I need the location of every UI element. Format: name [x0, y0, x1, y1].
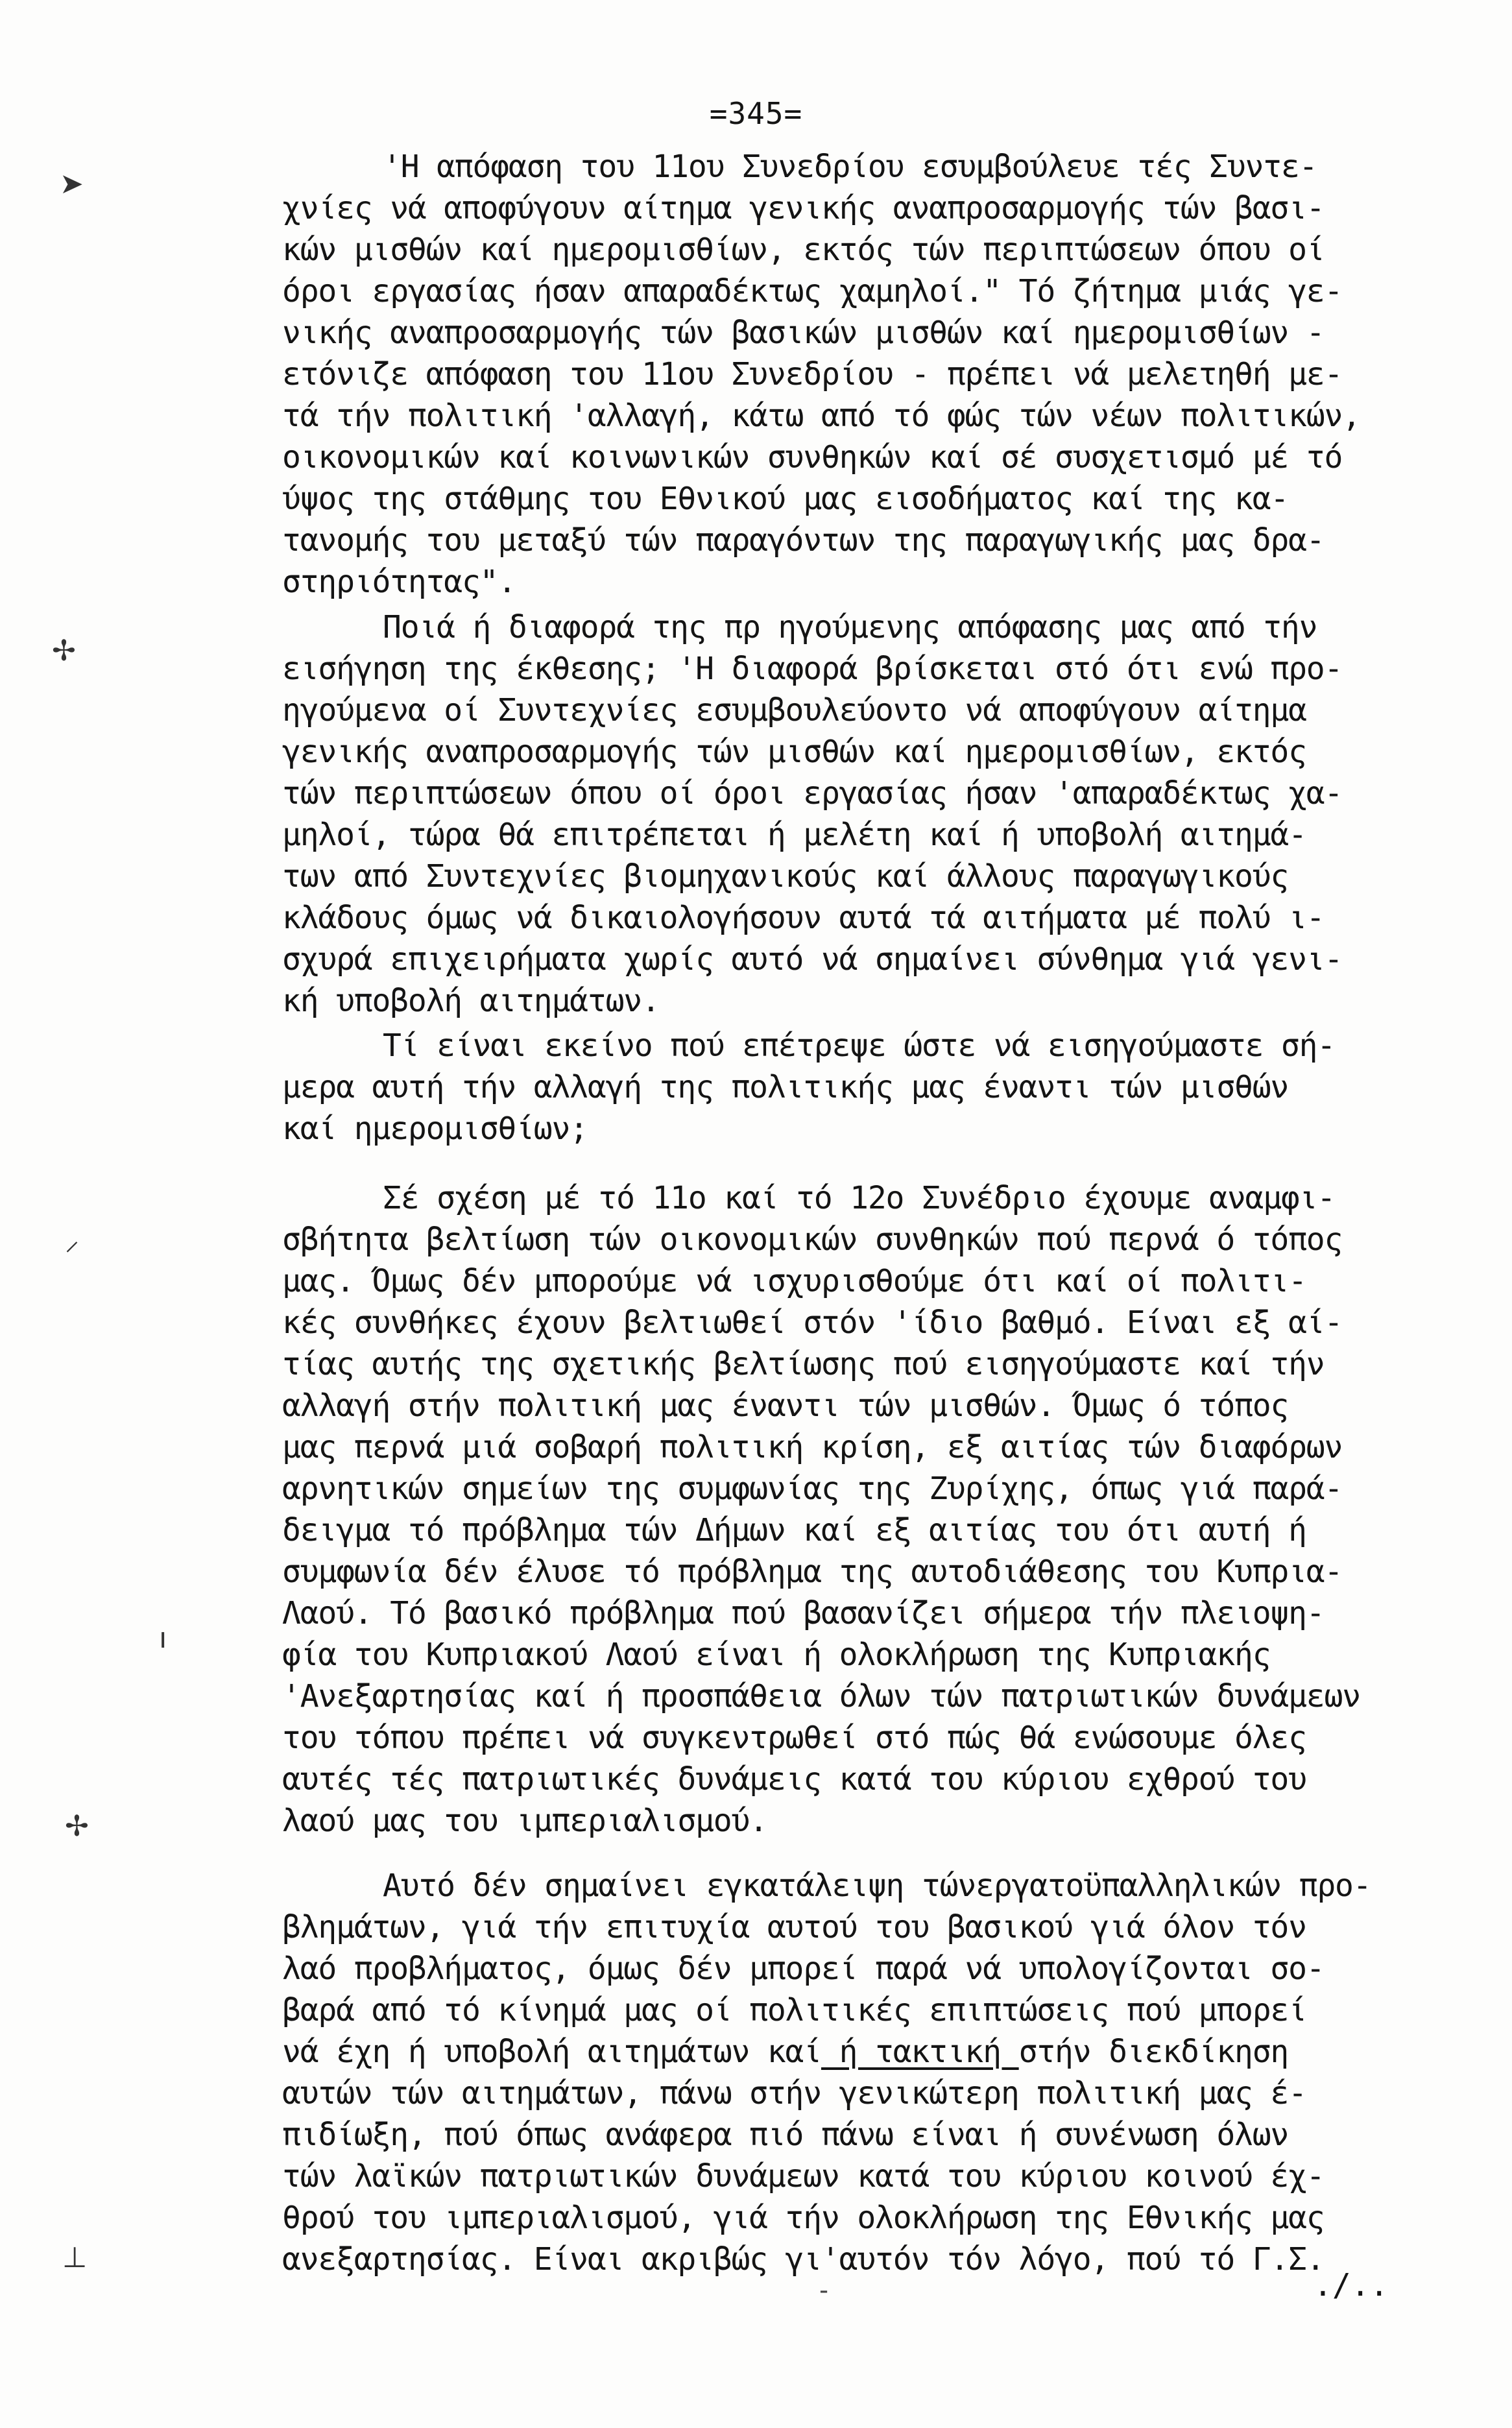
- text-line: αρνητικών σημείων της συμφωνίας της Ζυρίχης, όπως γιά παρά-: [282, 1471, 1343, 1507]
- text-line: τών λαϊκών πατριωτικών δυνάμεων κατά του κύριου κοινού έχ-: [282, 2158, 1325, 2194]
- text-line: πιδίωξη, πού όπως ανάφερα πιό πάνω είναι ή συνένωση όλων: [282, 2117, 1289, 2153]
- text-line: των από Συντεχνίες βιομηχανικούς καί άλλους παραγωγικούς: [282, 858, 1289, 895]
- text-line: 'Η απόφαση του 11ου Συνεδρίου εσυμβούλευε τές Συντε-: [383, 149, 1317, 185]
- text-line: Ποιά ή διαφορά της πρ ηγούμενης απόφασης μας από τήν: [383, 609, 1317, 645]
- text-line: μας περνά μιά σοβαρή πολιτική κρίση, εξ αιτίας τών διαφόρων: [282, 1429, 1343, 1465]
- text-line-with-underline: [282, 2031, 1437, 2073]
- text-line: Αυτό δέν σημαίνει εγκατάλειψη τώνεργατοϋπαλληλικών προ-: [383, 1868, 1371, 1904]
- text-line: βλημάτων, γιά τήν επιτυχία αυτού του βασικού γιά όλον τόν: [282, 1909, 1306, 1945]
- text-line: κών μισθών καί ημερομισθίων, εκτός τών περιπτώσεων όπου οί: [282, 232, 1325, 268]
- text-line: εισήγηση της έκθεσης; 'Η διαφορά βρίσκεται στό ότι ενώ προ-: [282, 651, 1343, 687]
- text-line: γενικής αναπροσαρμογής τών μισθών καί ημερομισθίων, εκτός: [282, 734, 1306, 770]
- margin-tick-mark: ⸝: [65, 1224, 79, 1257]
- text-line: αλλαγή στήν πολιτική μας έναντι τών μισθών. Όμως ό τόπος: [282, 1388, 1289, 1424]
- text-line: του τόπου πρέπει νά συγκεντρωθεί στό πώς θά ενώσουμε όλες: [282, 1720, 1306, 1756]
- text-line: μηλοί, τώρα θά επιτρέπεται ή μελέτη καί ή υποβολή αιτημά-: [282, 817, 1306, 853]
- margin-cross-mark: ⊥: [62, 2241, 88, 2274]
- page-number: =345=: [709, 96, 803, 131]
- text-line: μας. Όμως δέν μπορούμε νά ισχυρισθούμε ότι καί οί πολιτι-: [282, 1263, 1306, 1299]
- text-line: Τί είναι εκείνο πού επέτρεψε ώστε νά εισηγούμαστε σή-: [383, 1028, 1336, 1064]
- underlined-phrase: ή τακτική: [821, 2034, 1019, 2070]
- paragraph-4: [282, 1177, 1437, 1842]
- margin-cross-mark: ✢: [65, 1810, 89, 1843]
- margin-cross-mark: ✢: [52, 634, 76, 667]
- text-line: κή υποβολή αιτημάτων.: [282, 983, 660, 1019]
- text-line: τίας αυτής της σχετικής βελτίωσης πού εισηγούμαστε καί τήν: [282, 1346, 1325, 1382]
- text-line: δειγμα τό πρόβλημα τών Δήμων καί εξ αιτίας του ότι αυτή ή: [282, 1512, 1306, 1548]
- text-line: ανεξαρτησίας. Είναι ακριβώς γι'αυτόν τόν λόγο, πού τό Γ.Σ.: [282, 2241, 1325, 2278]
- text-line: νικής αναπροσαρμογής τών βασικών μισθών καί ημερομισθίων -: [282, 315, 1325, 351]
- text-line: αυτές τές πατριωτικές δυνάμεις κατά του κύριου εχθρού του: [282, 1761, 1306, 1797]
- dash-mark: -: [816, 2276, 832, 2305]
- text-line: σχυρά επιχειρήματα χωρίς αυτό νά σημαίνει σύνθημα γιά γενι-: [282, 941, 1343, 978]
- text-line: σβήτητα βελτίωση τών οικονομικών συνθηκών πού περνά ό τόπος: [282, 1221, 1343, 1258]
- text-line: 'Ανεξαρτησίας καί ή προσπάθεια όλων τών πατριωτικών δυνάμεων: [282, 1678, 1360, 1714]
- text-line: θρού του ιμπεριαλισμού, γιά τήν ολοκλήρωση της Εθνικής μας: [282, 2200, 1325, 2236]
- text-line: φία του Κυπριακού Λαού είναι ή ολοκλήρωση της Κυπριακής: [282, 1637, 1271, 1673]
- text-line: λαό προβλήματος, όμως δέν μπορεί παρά νά υπολογίζονται σο-: [282, 1951, 1325, 1987]
- margin-tick-mark: ı: [159, 1622, 167, 1655]
- text-line: στηριότητας".: [282, 564, 516, 600]
- text-line: χνίες νά αποφύγουν αίτημα γενικής αναπροσαρμογής τών βασι-: [282, 190, 1325, 226]
- paragraph-3: [282, 1025, 1437, 1149]
- text-line: τανομής του μεταξύ τών παραγόντων της παραγωγικής μας δρα-: [282, 522, 1325, 559]
- text-line: καί ημερομισθίων;: [282, 1111, 588, 1147]
- text-line: λαού μας του ιμπεριαλισμού.: [282, 1803, 767, 1839]
- text-line: μερα αυτή τήν αλλαγή της πολιτικής μας έναντι τών μισθών: [282, 1069, 1289, 1105]
- text-line: ετόνιζε απόφαση του 11ου Συνεδρίου - πρέπει νά μελετηθή με-: [282, 356, 1343, 392]
- text-line: ύψος της στάθμης του Εθνικού μας εισοδήματος καί της κα-: [282, 481, 1289, 517]
- text-line: συμφωνία δέν έλυσε τό πρόβλημα της αυτοδιάθεσης του Κυπρια-: [282, 1554, 1343, 1590]
- paragraph-2: [282, 607, 1437, 1022]
- text-line: ηγούμενα οί Συντεχνίες εσυμβουλεύοντο νά αποφύγουν αίτημα: [282, 692, 1306, 728]
- text-line: Λαού. Τό βασικό πρόβλημα πού βασανίζει σήμερα τήν πλειοψη-: [282, 1595, 1325, 1631]
- text-segment: νά έχη ή υποβολή αιτημάτων καί: [282, 2034, 821, 2070]
- text-line: κλάδους όμως νά δικαιολογήσουν αυτά τά αιτήματα μέ πολύ ι-: [282, 900, 1325, 936]
- text-line: Σέ σχέση μέ τό 11ο καί τό 12ο Συνέδριο έχουμε αναμφι-: [383, 1180, 1336, 1216]
- text-line: τών περιπτώσεων όπου οί όροι εργασίας ήσαν 'απαραδέκτως χα-: [282, 775, 1343, 811]
- text-line: κές συνθήκες έχουν βελτιωθεί στόν 'ίδιο βαθμό. Είναι εξ αί-: [282, 1304, 1343, 1341]
- text-line: όροι εργασίας ήσαν απαραδέκτως χαμηλοί." Τό ζήτημα μιάς γε-: [282, 273, 1343, 309]
- text-line: οικονομικών καί κοινωνικών συνθηκών καί σέ συσχετισμό μέ τό: [282, 439, 1343, 475]
- text-segment: στήν διεκδίκηση: [1018, 2034, 1289, 2070]
- paragraph-5: [282, 1865, 1437, 2280]
- paragraph-1: [282, 146, 1437, 603]
- text-line: αυτών τών αιτημάτων, πάνω στήν γενικώτερη πολιτική μας έ-: [282, 2075, 1306, 2111]
- continuation-marker: ./..: [1314, 2267, 1389, 2303]
- text-line: βαρά από τό κίνημά μας οί πολιτικές επιπτώσεις πού μπορεί: [282, 1992, 1306, 2028]
- margin-arrow-mark: ➤: [60, 167, 84, 200]
- text-line: τά τήν πολιτική 'αλλαγή, κάτω από τό φώς τών νέων πολιτικών,: [282, 398, 1360, 434]
